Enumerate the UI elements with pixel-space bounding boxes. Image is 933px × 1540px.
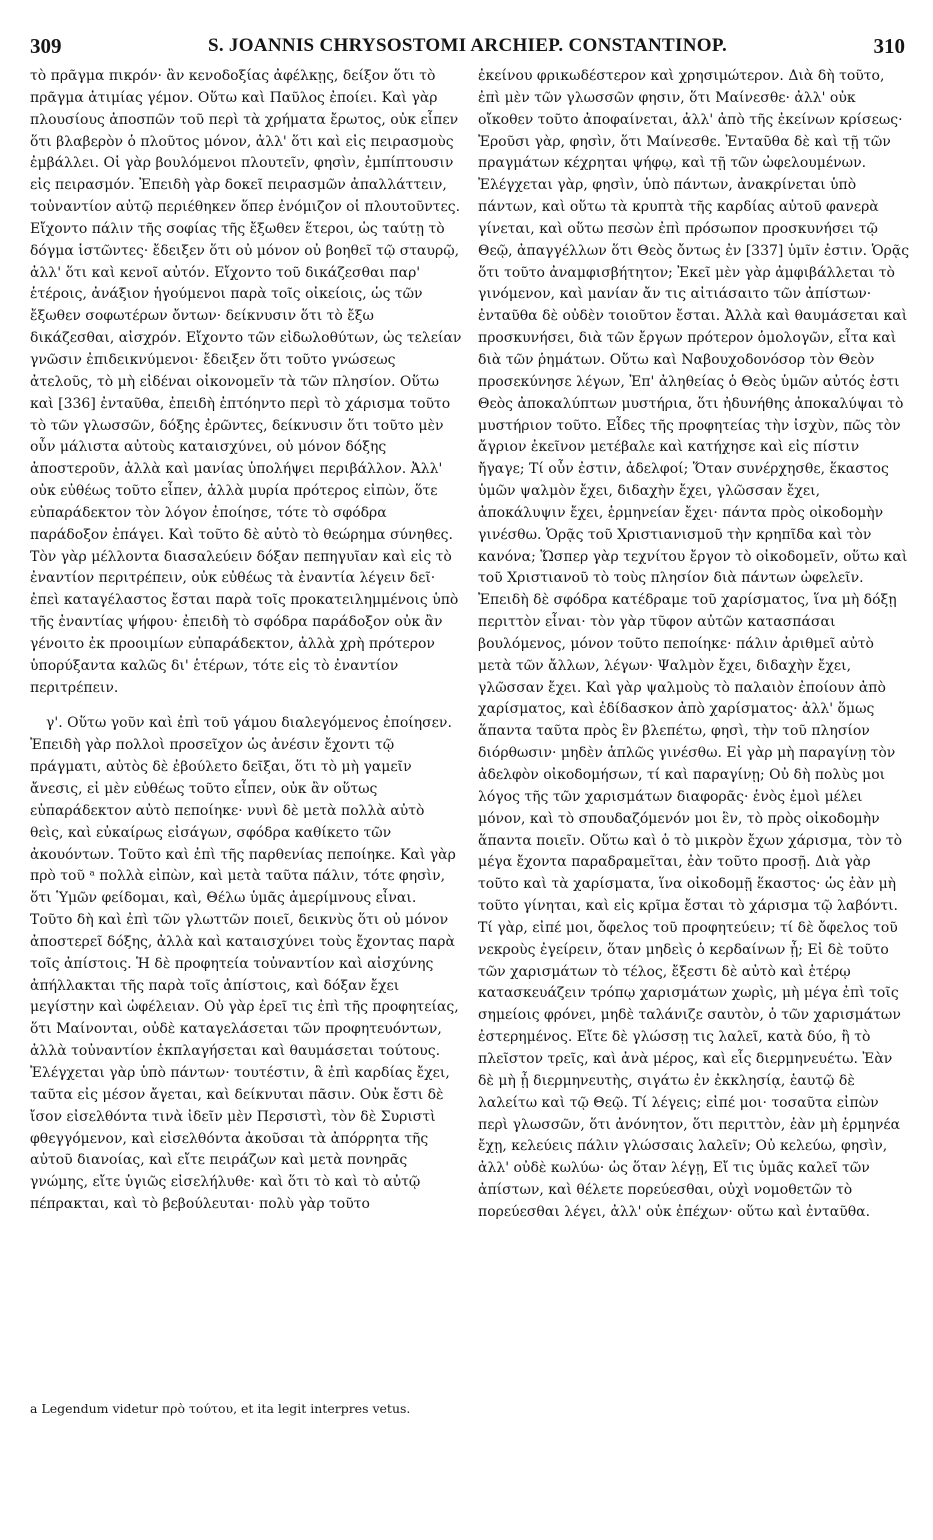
page-header [30, 32, 905, 60]
right-column [478, 66, 910, 1224]
page-number-left: 309 [30, 33, 62, 58]
body-paragraph: γ'. Οὕτω γοῦν καὶ ἐπὶ τοῦ γάμου διαλεγόμενος ἐποίησεν. Ἐπειδὴ γὰρ πολλοὶ προσεῖχον ὡς ἀνέσιν ἔχοντι τῷ πράγματι, αὐτὸς δὲ ἐβούλετο δεῖξαι, ὅτι τὸ μὴ γαμεῖν ἄνεσις, εἰ μὲν εὐθέως τοῦτο εἶπεν, οὐκ ἂν οὕτως εὐπαράδεκτον αὐτὸ πεποίηκε· νυνὶ δὲ μετὰ πολλὰ αὐτὸ θεὶς, καὶ εὐκαίρως εἰσάγων, σφόδρα καθίκετο τῶν ἀκουόντων. Τοῦτο καὶ ἐπὶ τῆς παρθενίας πεποίηκε. Καὶ γὰρ πρὸ τοῦ ᵃ πολλὰ εἰπὼν, καὶ μετὰ ταῦτα πάλιν, τότε φησὶν, ὅτι Ὑμῶν φείδομαι, καὶ, Θέλω ὑμᾶς ἀμερίμνους εἶναι. Τοῦτο δὴ καὶ ἐπὶ τῶν γλωττῶν ποιεῖ, δεικνὺς ὅτι οὐ μόνον ἀποστερεῖ δόξης, ἀλλὰ καὶ καταισχύνει τοὺς ἔχοντας παρὰ τοῖς ἀπίστοις. Ἡ δὲ προφητεία τοὐναντίον καὶ αἰσχύνης ἀπήλλακται τῆς παρὰ τοῖς ἀπίστοις, καὶ δόξαν ἔχει μεγίστην καὶ ὠφέλειαν. Οὐ γὰρ ἐρεῖ τις ἐπὶ τῆς προφητείας, ὅτι Μαίνονται, οὐδὲ καταγελάσεται τῶν προφητευόντων, ἀλλὰ τοὐναντίον ἐκπλαγήσεται καὶ θαυμάσεται τούτους. Ἐλέγχεται γὰρ ὑπὸ πάντων· τουτέστιν, ἃ ἐπὶ καρδίας ἔχει, ταῦτα εἰς μέσον ἄγεται, καὶ δείκνυται πᾶσιν. Οὐκ ἔστι δὲ ἴσον εἰσελθόντα τινὰ ἰδεῖν μὲν Περσιστὶ, τὸν δὲ Συριστὶ φθεγγόμενον, καὶ εἰσελθόντα ἀκοῦσαι τὰ ἀπόρρητα τῆς αὐτοῦ διανοίας, καὶ εἴτε πειράζων καὶ μετὰ πονηρᾶς γνώμης, εἴτε ὑγιῶς εἰσελήλυθε· καὶ ὅτι τὸ καὶ τὸ αὐτῷ πέπρακται, καὶ τὸ βεβούλευται· πολὺ γὰρ τοῦτο [30, 715, 459, 1213]
body-paragraph: τὸ πρᾶγμα πικρόν· ἂν κενοδοξίας ἀφέλκῃς, δείξον ὅτι τὸ πρᾶγμα ἀτιμίας γέμον. Οὕτω καὶ Παῦλος ἐποίει. Καὶ γὰρ πλουσίους ἀποσπῶν τοῦ περὶ τὰ χρήματα ἔρωτος, οὐκ εἶπεν ὅτι βλαβερὸν ὁ πλοῦτος μόνον, ἀλλ' ὅτι καὶ εἰς πειρασμοὺς ἐμβάλλει. Οἱ γὰρ βουλόμενοι πλουτεῖν, φησὶν, ἐμπίπτουσιν εἰς πειρασμόν. Ἐπειδὴ γὰρ δοκεῖ πειρασμῶν ἀπαλλάττειν, τοὐναντίον αὐτῷ περιέθηκεν ὅπερ ἐνόμιζον οἱ πλουτοῦντες. Εἴχοντο πάλιν τῆς σοφίας τῆς ἔξωθεν ἕτεροι, ὡς ταύτῃ τὸ δόγμα ἱστῶντες· ἔδειξεν ὅτι οὐ μόνον οὐ βοηθεῖ τῷ σταυρῷ, ἀλλ' ὅτι καὶ κενοῖ αὐτόν. Εἴχοντο τοῦ δικάζεσθαι παρ' ἑτέροις, ἀνάξιον ἡγούμενοι παρὰ τοῖς οἰκείοις, ὡς τῶν ἔξωθεν σοφωτέρων ὄντων· δείκνυσιν ὅτι τὸ ἔξω δικάζεσθαι, αἰσχρόν. Εἴχοντο τῶν εἰδωλοθύτων, ὡς τελείαν γνῶσιν ἐπιδεικνύμενοι· ἔδειξεν ὅτι τοῦτο γνώσεως ἀτελοῦς, τὸ μὴ εἰδέναι οἰκονομεῖν τὰ τῶν πλησίον. Οὕτω καὶ [336] ἐνταῦθα, ἐπειδὴ ἐπτόηντο περὶ τὸ χάρισμα τοῦτο τὸ τῶν γλωσσῶν, δόξης ἐρῶντες, δείκνυσιν ὅτι τοῦτο μὲν οὖν μάλιστα αὐτοὺς καταισχύνει, οὐ μόνον δόξης ἀποστεροῦν, ἀλλὰ καὶ μανίας ὑπολήψει περιβάλλον. Ἀλλ' οὐκ εὐθέως τοῦτο εἶπεν, ἀλλὰ μυρία πρότερος εἰπὼν, ὅτε εὐπαράδεκτον τὸν λόγον ἐποίησε, τότε τὸ σφόδρα παράδοξον ἐπάγει. Καὶ τοῦτο δὲ αὐτὸ τὸ θεώρημα σύνηθες. Τὸν γὰρ μέλλοντα διασαλεύειν δόξαν πεπηγυῖαν καὶ εἰς τὸ ἐναντίον περιτρέπειν, οὐκ εὐθέως τὰ ἐναντία λέγειν δεῖ· ἐπεὶ καταγέλαστος ἔσται παρὰ τοῖς προκατειλημμένοις ὑπὸ τῆς ἐναντίας ψήφου· ἐπειδὴ τὸ σφόδρα παράδοξον οὐκ ἂν γένοιτο ἐκ προοιμίων εὐπαράδεκτον, ἀλλὰ χρὴ πρότερον ὑπορύξαντα καλῶς δι' ἑτέρων, τότε εἰς τὸ ἐναντίον περιτρέπειν. [30, 68, 462, 696]
footnote: a Legendum videtur πρὸ τούτου, et ita legit interpres vetus. [30, 1401, 411, 1416]
running-title: S. JOANNIS CHRYSOSTOMI ARCHIEP. CONSTANTINOP. [207, 35, 728, 56]
left-column [30, 66, 462, 1216]
page-number-right: 310 [873, 33, 905, 58]
body-paragraph: ἐκείνου φρικωδέστερον καὶ χρησιμώτερον. Διὰ δὴ τοῦτο, ἐπὶ μὲν τῶν γλωσσῶν φησιν, ὅτι Μαίνεσθε· ἀλλ' οὐκ οἴκοθεν τοῦτο ἀποφαίνεται, ἀλλ' ἀπὸ τῆς ἐκείνων κρίσεως· Ἐροῦσι γὰρ, φησὶν, ὅτι Μαίνεσθε. Ἐνταῦθα δὲ καὶ τῇ τῶν πραγμάτων κέχρηται ψήφῳ, καὶ τῇ τῶν ὠφελουμένων. Ἐλέγχεται γὰρ, φησὶν, ὑπὸ πάντων, ἀνακρίνεται ὑπὸ πάντων, καὶ οὕτω τὰ κρυπτὰ τῆς καρδίας αὐτοῦ φανερὰ γίνεται, καὶ οὕτω πεσὼν ἐπὶ πρόσωπον προσκυνήσει τῷ Θεῷ, ἀπαγγέλλων ὅτι Θεὸς ὄντως ἐν [337] ὑμῖν ἐστιν. Ὁρᾷς ὅτι τοῦτο ἀναμφισβήτητον; Ἐκεῖ μὲν γὰρ ἀμφιβάλλεται τὸ γινόμενον, καὶ μανίαν ἄν τις αἰτιάσαιτο τῶν ἀπίστων· ἐνταῦθα δὲ οὐδὲν τοιοῦτον ἔσται. Ἀλλὰ καὶ θαυμάσεται καὶ προσκυνήσει, διὰ τῶν ἔργων πρότερον ὁμολογῶν, εἶτα καὶ διὰ τῶν ῥημάτων. Οὕτω καὶ Ναβουχοδονόσορ τὸν Θεὸν προσεκύνησε λέγων, Ἐπ' ἀληθείας ὁ Θεὸς ὑμῶν αὐτός ἐστι Θεὸς ἀποκαλύπτων μυστήρια, ὅτι ἠδυνήθης ἀποκαλύψαι τὸ μυστήριον τοῦτο. Εἶδες τῆς προφητείας τὴν ἰσχὺν, πῶς τὸν ἄγριον ἐκεῖνον μετέβαλε καὶ κατήχησε καὶ εἰς πίστιν ἤγαγε; Τί οὖν ἐστιν, ἀδελφοί; Ὅταν συνέρχησθε, ἕκαστος ὑμῶν ψαλμὸν ἔχει, διδαχὴν ἔχει, γλῶσσαν ἔχει, ἀποκάλυψιν ἔχει, ἑρμηνείαν ἔχει· πάντα πρὸς οἰκοδομὴν γινέσθω. Ὁρᾷς τοῦ Χριστιανισμοῦ τὴν κρηπῖδα καὶ τὸν κανόνα; Ὥσπερ γὰρ τεχνίτου ἔργον τὸ οἰκοδομεῖν, οὕτω καὶ τοῦ Χριστιανοῦ τὸ τοὺς πλησίον διὰ πάντων ὠφελεῖν. Ἐπειδὴ δὲ σφόδρα κατέδραμε τοῦ χαρίσματος, ἵνα μὴ δόξῃ περιττὸν εἶναι· τὸν γὰρ τῦφον αὐτῶν κατασπάσαι βουλόμενος, μόνον τοῦτο πεποίηκε· πάλιν ἀριθμεῖ αὐτὸ μετὰ τῶν ἄλλων, λέγων· Ψαλμὸν ἔχει, διδαχὴν ἔχει, γλῶσσαν ἔχει. Καὶ γὰρ ψαλμοὺς τὸ παλαιὸν ἐποίουν ἀπὸ χαρίσματος, καὶ ἐδίδασκον ἀπὸ χαρίσματος· ἀλλ' ὅμως ἅπαντα ταῦτα πρὸς ἓν βλεπέτω, φησὶ, τὴν τοῦ πλησίον διόρθωσιν· μηδὲν ἁπλῶς γινέσθω. Εἰ γὰρ μὴ παραγίνῃ τὸν ἀδελφὸν οἰκοδομήσων, τί καὶ παραγίνῃ; Οὐ δὴ πολὺς μοι λόγος τῆς τῶν χαρισμάτων διαφορᾶς· ἑνὸς ἐμοὶ μέλει μόνον, καὶ τὸ σπουδαζόμενόν μοι ἓν, τὸ πρὸς οἰκοδομὴν ἅπαντα ποιεῖν. Οὕτω καὶ ὁ τὸ μικρὸν ἔχων χάρισμα, τὸν τὸ μέγα ἔχοντα παραδραμεῖται, ἐὰν τοῦτο προσῇ. Διὰ γὰρ τοῦτο καὶ τὰ χαρίσματα, ἵνα οἰκοδομῇ ἕκαστος· ὡς ἐὰν μὴ τοῦτο γίνηται, καὶ εἰς κρῖμα ἔσται τὸ χάρισμα τῷ λαβόντι. Τί γὰρ, εἰπέ μοι, ὄφελος τοῦ προφητεύειν; τί δὲ ὄφελος τοῦ νεκροὺς ἐγείρειν, ὅταν μηδεὶς ὁ κερδαίνων ᾖ; Εἰ δὲ τοῦτο τῶν χαρισμάτων τὸ τέλος, ἔξεστι δὲ αὐτὸ καὶ ἑτέρῳ κατασκευάζειν τρόπῳ χαρισμάτων χωρὶς, μὴ μέγα ἐπὶ τοῖς σημείοις φρόνει, μηδὲ ταλάνιζε σαυτὸν, ὁ τῶν χαρισμάτων ἐστερημένος. Εἴτε δὲ γλώσσῃ τις λαλεῖ, κατὰ δύο, ἢ τὸ πλεῖστον τρεῖς, καὶ ἀνὰ μέρος, καὶ εἷς διερμηνευέτω. Ἐὰν δὲ μὴ ᾖ διερμηνευτὴς, σιγάτω ἐν ἐκκλησίᾳ, ἑαυτῷ δὲ λαλείτω καὶ τῷ Θεῷ. Τί λέγεις; εἰπέ μοι· τοσαῦτα εἰπὼν περὶ γλωσσῶν, ὅτι ἀνόνητον, ὅτι περιττὸν, ἐὰν μὴ ἑρμηνέα ἔχῃ, κελεύεις πάλιν γλώσσαις λαλεῖν; Οὐ κελεύω, φησὶν, ἀλλ' οὐδὲ κωλύω· ὡς ὅταν λέγῃ, Εἴ τις ὑμᾶς καλεῖ τῶν ἀπίστων, καὶ θέλετε πορεύεσθαι, οὐχὶ νομοθετῶν τὸ πορεύεσθαι λέγει, ἀλλ' οὐκ ἐπέχων· οὕτω καὶ ἐνταῦθα. [478, 68, 910, 1220]
